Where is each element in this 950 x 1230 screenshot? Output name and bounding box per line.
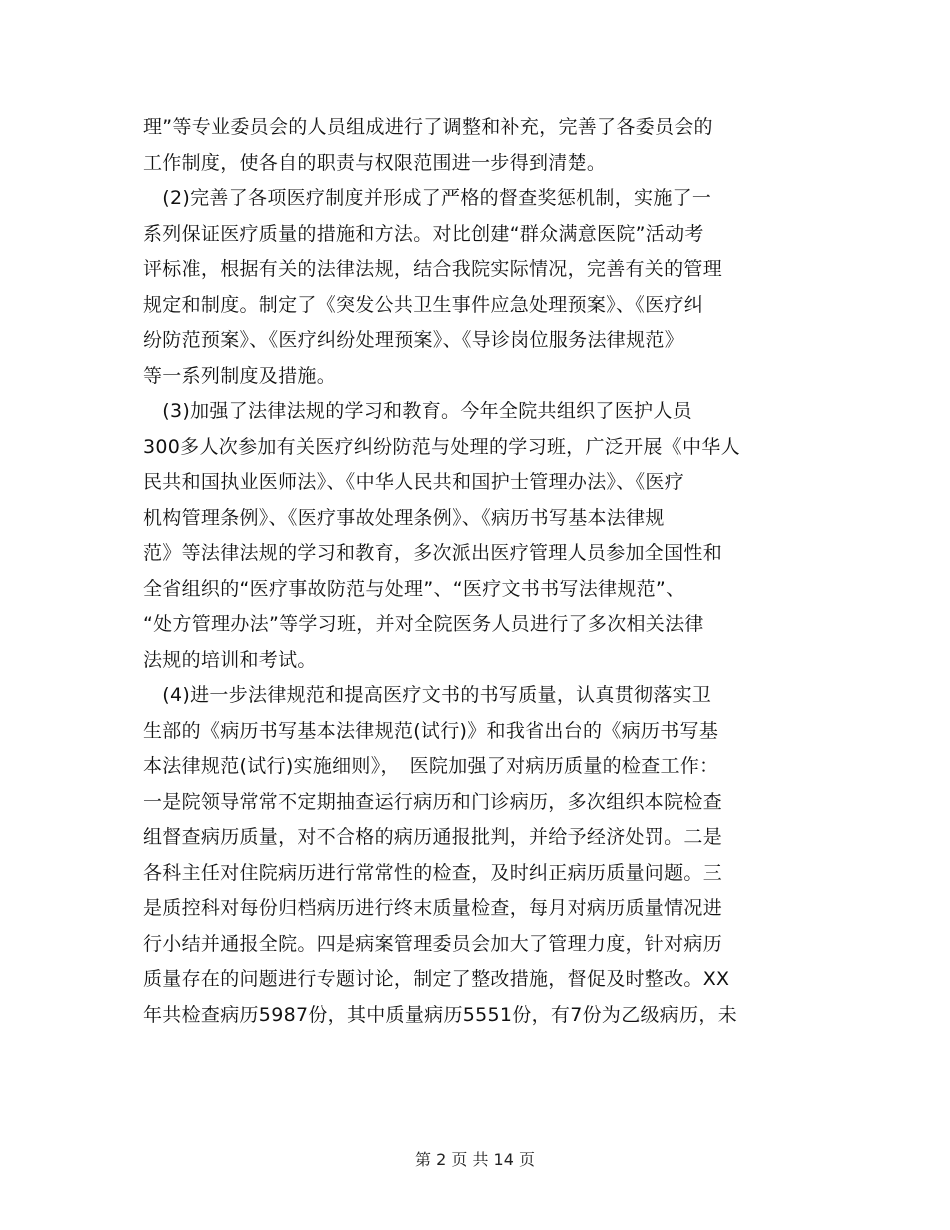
text-line: (2)完善了各项医疗制度并形成了严格的督查奖惩机制，实施了一: [143, 187, 712, 209]
text-line: 各科主任对住院病历进行常常性的检查，及时纠正病历质量问题。三: [143, 861, 723, 884]
text-line: (3)加强了法律法规的学习和教育。今年全院共组织了医护人员: [143, 400, 692, 422]
text-line: 范》等法律法规的学习和教育，多次派出医疗管理人员参加全国性和: [143, 542, 723, 564]
text-line: “处方管理办法”等学习班，并对全院医务人员进行了多次相关法律: [143, 613, 704, 635]
text-line: 本法律规范(试行)实施细则》， 医院加强了对病历质量的检查工作：: [143, 755, 719, 777]
text-line: 工作制度，使各自的职责与权限范围进一步得到清楚。: [143, 151, 607, 174]
text-line: 全省组织的“医疗事故防范与处理”、“医疗文书书写法律规范”、: [143, 577, 686, 600]
text-line: 是质控科对每份归档病历进行终末质量检查，每月对病历质量情况进: [143, 897, 723, 919]
text-line: 规定和制度。制定了《突发公共卫生事件应急处理预案》、《医疗纠: [143, 293, 704, 316]
text-line: 评标准，根据有关的法律法规，结合我院实际情况，完善有关的管理: [143, 258, 723, 280]
text-line: 理”等专业委员会的人员组成进行了调整和补充，完善了各委员会的: [143, 116, 713, 138]
text-line: 生部的《病历书写基本法律规范(试行)》和我省出台的《病历书写基: [143, 719, 719, 742]
text-line: 机构管理条例》、《医疗事故处理条例》、《病历书写基本法律规: [143, 506, 665, 529]
text-line: 300多人次参加有关医疗纠纷防范与处理的学习班，广泛开展《中华人: [143, 435, 740, 458]
text-line: (4)进一步法律规范和提高医疗文书的书写质量，认真贯彻落实卫: [143, 684, 712, 706]
body-text: [143, 110, 813, 1033]
text-line: 系列保证医疗质量的措施和方法。对比创建“群众满意医院”活动考: [143, 222, 704, 245]
text-line: 年共检查病历5987份，其中质量病历5551份，有7份为乙级病历，未: [143, 1003, 737, 1026]
text-line: 一是院领导常常不定期抽查运行病历和门诊病历，多次组织本院检查: [143, 790, 723, 813]
text-line: 等一系列制度及措施。: [143, 364, 337, 387]
text-line: 法规的培训和考试。: [143, 648, 317, 671]
page-footer: 第 2 页 共 14 页: [415, 1150, 535, 1169]
text-line: 组督查病历质量，对不合格的病历通报批判，并给予经济处罚。二是: [143, 826, 723, 848]
text-line: 民共和国执业医师法》、《中华人民共和国护士管理办法》、《医疗: [143, 471, 685, 493]
text-line: 质量存在的问题进行专题讨论，制定了整改措施，督促及时整改。XX: [143, 968, 730, 990]
text-line: 纷防范预案》、《医疗纠纷处理预案》、《导诊岗位服务法律规范》: [143, 329, 685, 351]
text-line: 行小结并通报全院。四是病案管理委员会加大了管理力度，针对病历: [143, 932, 723, 955]
